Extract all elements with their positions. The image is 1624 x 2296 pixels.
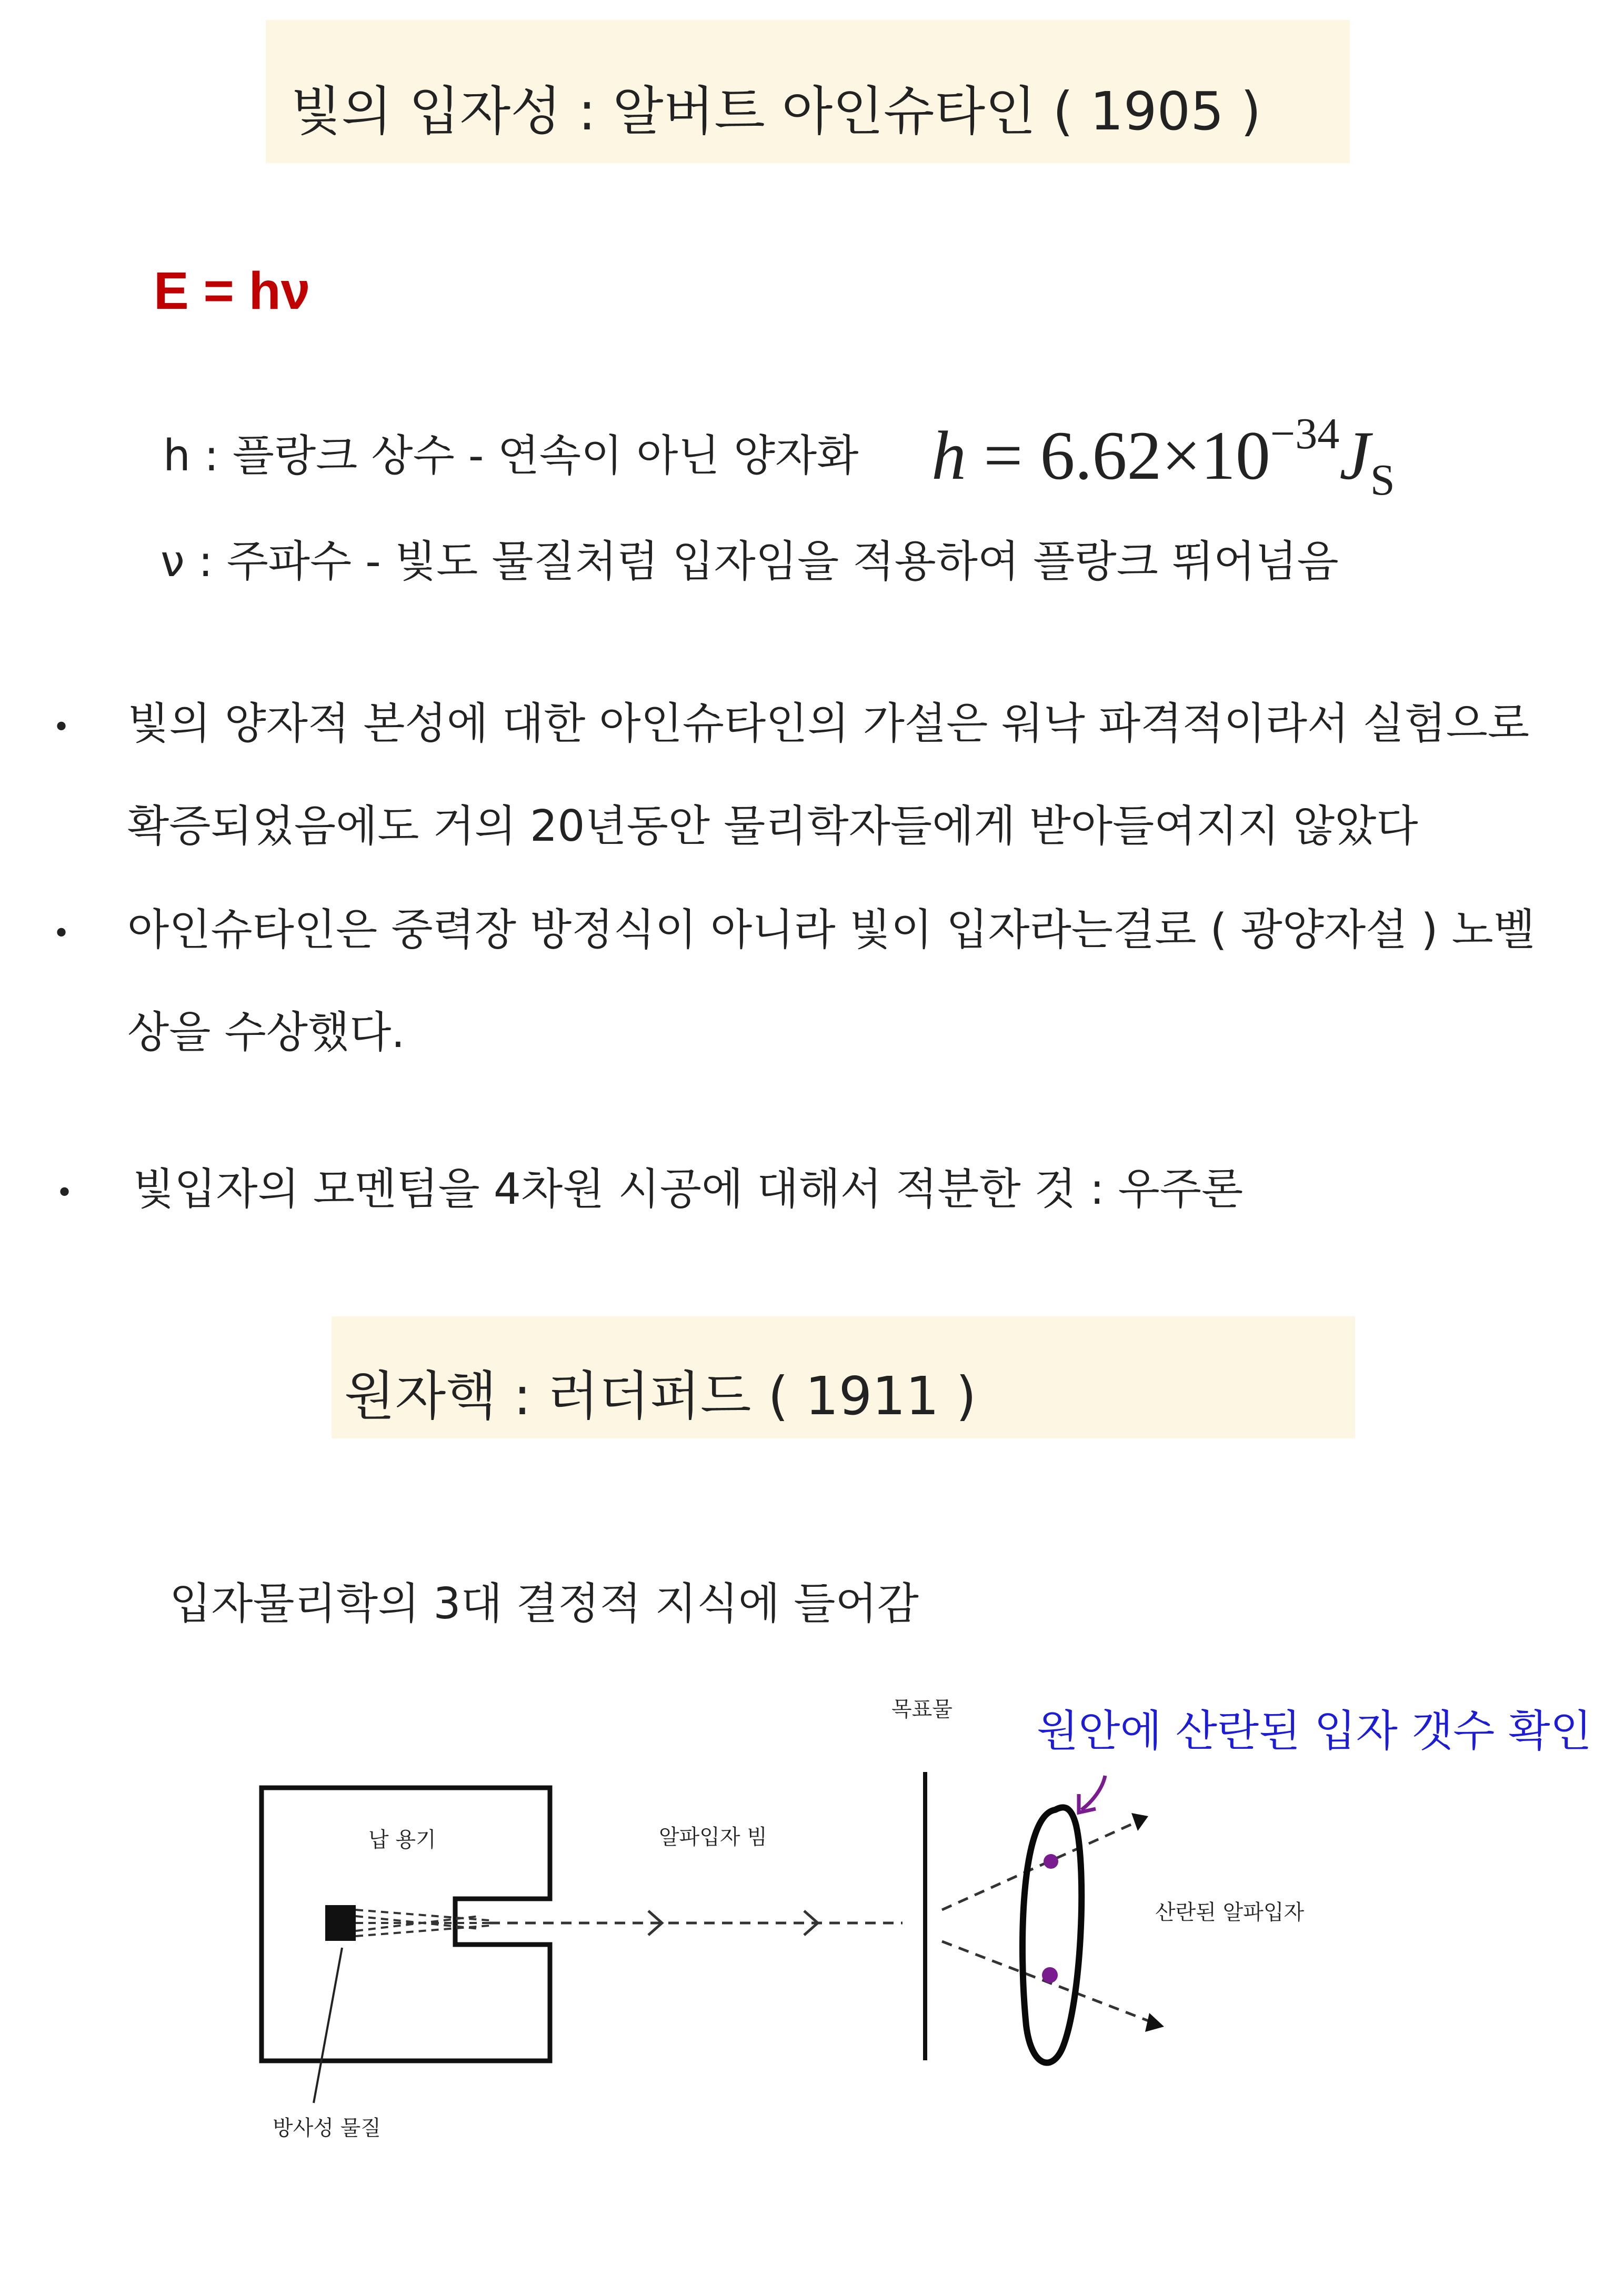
- bullet-dot: •: [56, 1176, 74, 1210]
- planck-unit: J: [1339, 417, 1370, 494]
- bullet-2-line-1: 아인슈타인은 중력장 방정식이 아니라 빛이 입자라는걸로 ( 광양자설 ) 노벨: [127, 905, 1535, 955]
- detected-particle-dot: [1044, 1854, 1058, 1869]
- bullet-dot: •: [53, 917, 71, 951]
- arrowhead-upper-icon: [1131, 1813, 1148, 1831]
- label-alpha-beam: 알파입자 빔: [659, 1825, 767, 1849]
- planck-exponent: −34: [1270, 409, 1340, 458]
- label-scattered-alpha: 산란된 알파입자: [1155, 1900, 1305, 1925]
- annotation-text: 원안에 산란된 입자 갯수 확인: [1037, 1706, 1592, 1756]
- planck-h-symbol: h: [931, 417, 966, 494]
- arrowhead-lower-icon: [1145, 2013, 1164, 2032]
- section1-title: 빛의 입자성 : 알버트 아인슈타인 ( 1905 ): [290, 80, 1261, 142]
- einstein-formula: E = hν: [154, 261, 310, 320]
- section2-subtitle: 입자물리학의 3대 결정적 지식에 들어감: [169, 1579, 919, 1629]
- radioactive-source-block: [325, 1905, 356, 1941]
- detected-particle-dot: [1042, 1967, 1058, 1983]
- source-pointer-line: [314, 1948, 342, 2103]
- bullet-3-line-1: 빛입자의 모멘텀을 4차원 시공에 대해서 적분한 것 : 우주론: [133, 1164, 1244, 1214]
- frequency-line: ν : 주파수 - 빛도 물질처럼 입자임을 적용하여 플랑크 뛰어넘음: [161, 537, 1339, 587]
- bullet-1-line-2: 확증되었음에도 거의 20년동안 물리학자들에게 받아들여지지 않았다: [127, 801, 1418, 851]
- planck-unit-sub: S: [1370, 456, 1395, 505]
- annotation-arrow: [1081, 1776, 1105, 1810]
- label-radioactive-source: 방사성 물질: [273, 2116, 381, 2140]
- source-emission-lines: [356, 1910, 489, 1936]
- planck-constant-line: h : 플랑크 상수 - 연속이 아닌 양자화: [163, 431, 859, 481]
- section2-title: 원자핵 : 러더퍼드 ( 1911 ): [344, 1365, 977, 1427]
- label-lead-container: 납 용기: [368, 1828, 436, 1852]
- planck-eq: = 6.62×10: [966, 417, 1270, 494]
- detection-ellipse: [1022, 1807, 1081, 2062]
- bullet-1-line-1: 빛의 양자적 본성에 대한 아인슈타인의 가설은 워낙 파격적이라서 실험으로: [127, 699, 1530, 749]
- bullet-2-line-2: 상을 수상했다.: [127, 1008, 405, 1058]
- bullet-dot: •: [53, 710, 71, 744]
- label-target: 목표물: [891, 1697, 953, 1721]
- scattered-path-upper: [942, 1822, 1137, 1910]
